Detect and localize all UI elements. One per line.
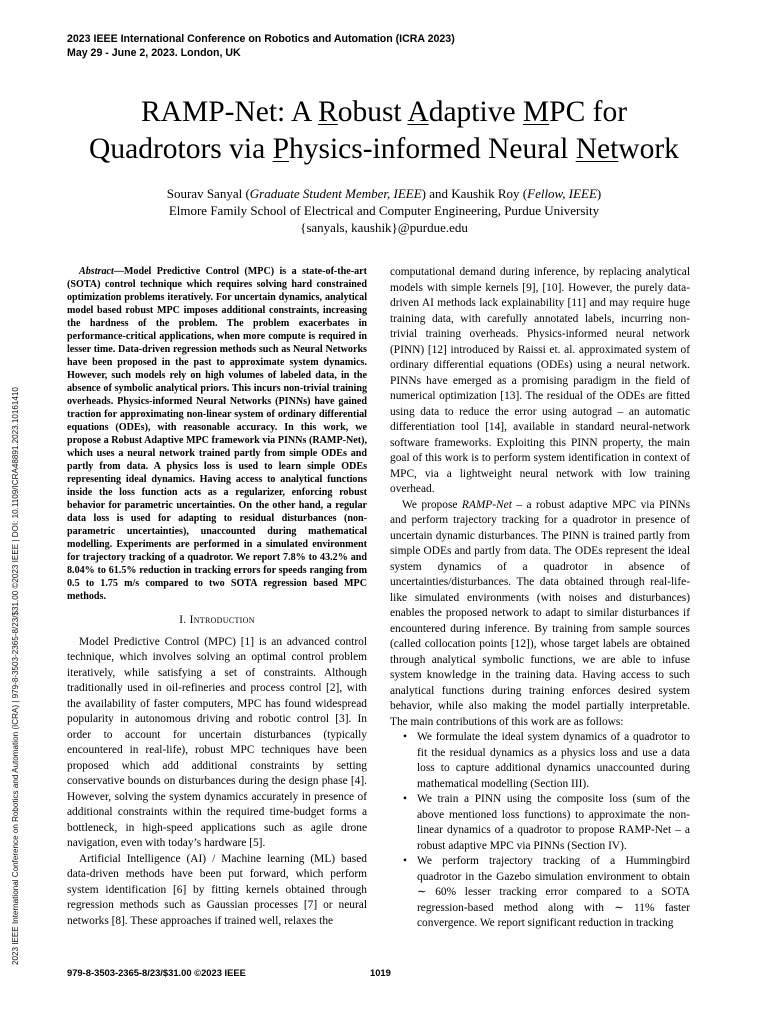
intro-paragraph-2: Artificial Intelligence (AI) / Machine learning (ML) based data-driven methods have been put forward, which perform system identification [6] by fitting kernels obtained through regression methods such as Gaussian processes [7] or neural networks [8]. These approaches if trained well, relaxes the [67,852,367,927]
page-number: 1019 [370,967,391,978]
author-1: Sourav Sanyal [166,186,243,201]
intro-paragraph-3: We propose RAMP-Net – a robust adaptive MPC via PINNs and perform trajectory tracking for a quadrotor in presence of uncertain dynamic disturbances. The PINN is trained partly from simple ODEs and partly from data. The ODEs represent the ideal system dynamics of a quadrotor in absence of uncertainties/disturbances. The data obtained through real-life-like simulated environments (with noises and disturbances) enables the proposed network to adapt to similar disturbances if encountered during inference. By training from sample sources (called collocation points [12]), whose target labels are obtained through analytical symbolic functions, we are able to infuse system knowledge in the training data. Having access to such analytical functions during training enforces desired system behavior, while also making the model partially interpretable. The main contributions of this work are as follows: [390,498,690,728]
intro-paragraph-2-continued: computational demand during inference, by replacing analytical models with simple kernels [9], [10]. However, the purely data-driven AI methods lack explainability [11] and may require huge training data, with carefully annotated labels, incurring non-trivial training overheads. Physics-informed neural network (PINN) [12] introduced by Raissi et. al. approximated system of ordinary differential equations (ODEs) using a neural network. PINNs have emerged as a promising paradigm in the field of numerical optimization [13]. The residual of the ODEs are fitted using data to reduce the error using autograd – an automatic differentiation tool [14], available in standard neural-network software frameworks. Exploiting this PINN property, the main goal of this work is to perform system identification in context of MPC, via a lightweight neural network with low training overhead. [390,266,690,495]
abstract-text: —Model Predictive Control (MPC) is a state-of-the-art (SOTA) control technique which requires solving hard constrained optimization problems iteratively. For uncertain dynamics, analytical model based robust MPC imposes additional constraints, increasing the hardness of the problem. The problem exacerbates in performance-critical applications, when more compute is required in lesser time. Data-driven regression methods such as Neural Networks have been proposed in the past to approximate system dynamics. However, such models rely on high volumes of labeled data, in the absence of symbolic analytical priors. This incurs non-trivial training overheads. Physics-informed Neural Networks (PINNs) have gained traction for approximating non-linear system of ordinary differential equations (ODEs), with reasonable accuracy. In this work, we propose a Robust Adaptive MPC framework via PINNs (RAMP-Net), which uses a neural network trained partly from simple ODEs and partly from data. A physics loss is used to learn simple ODEs representing ideal dynamics. Having access to analytical functions inside the loss function acts as a regularizer, enforcing robust behavior for parametric uncertainties. On the other hand, a regular data loss is used for adapting to residual disturbances (non-parametric uncertainties), unaccounted during mathematical modelling. Experiments are performed in a simulated environment for trajectory tracking of a quadrotor. We report 7.8% to 43.2% and 8.04% to 61.5% reduction in tracking errors for speeds ranging from 0.5 to 1.75 m/s compared to two SOTA regression based MPC methods. [67,266,367,602]
side-banner: 2023 IEEE International Conference on Robotics and Automation (ICRA) | 979-8-3503-2365-8/23/$31.00 ©2023 IEEE | DOI: 10.1109/ICRA48891.2023.10161410 [11,387,20,965]
bullet-icon: • [403,793,407,805]
author-email: {sanyals, kaushik}@purdue.edu [300,220,468,235]
author-2-role: Fellow, IEEE [527,186,597,201]
conference-header [67,33,455,60]
list-item: • We perform trajectory tracking of a Hummingbird quadrotor in the Gazebo simulation environment to obtain ∼ 60% lesser tracking error compared to a SOTA regression-based method along with ∼ 11% faster convergence. We report significant reduction in tracking [403,855,690,929]
author-1-role: Graduate Student Member, IEEE [249,186,422,201]
conference-dates: May 29 - June 2, 2023. London, UK [67,46,241,59]
title-line-1: RAMP-Net: A Robust Adaptive MPC for [140,96,628,128]
author-2: Kaushik Roy [451,186,520,201]
intro-paragraph-1: Model Predictive Control (MPC) [1] is an advanced control technique, which involves solving an optimal control problem iteratively, while satisfying a set of constraints. Although traditionally used in oil-refineries and process control [2], with the availability of faster computers, MPC has found widespread popularity in autonomous driving and robotic control [3]. In order to account for uncertain disturbances (typically encountered in real-life), robust MPC techniques have been proposed which add additional constraints by setting conservative bounds on disturbances during the design phase [4]. However, solving the system dynamics accurately in presence of additional constraints within the required time-budget forms a bottleneck, in high-speed applications such as agile drone navigation, even with today’s hardware [5]. [67,635,367,849]
right-column [390,265,690,932]
affiliation: Elmore Family School of Electrical and Computer Engineering, Purdue University [168,203,600,218]
footer-isbn: 979-8-3503-2365-8/23/$31.00 ©2023 IEEE [67,967,246,978]
conference-name: 2023 IEEE International Conference on Robotics and Automation (ICRA 2023) [67,33,455,45]
author-block [0,186,768,236]
bullet-icon: • [403,855,407,867]
method-name: RAMP-Net [461,498,512,511]
abstract [67,265,367,603]
left-column [67,265,367,929]
list-item: • We formulate the ideal system dynamics of a quadrotor to fit the residual dynamics as a physics loss and use a data loss to capture additional dynamics unaccounted during mathematical modelling (Section III). [403,731,690,790]
section-title: Introduction [189,614,255,626]
list-item: • We train a PINN using the composite loss (sum of the above mentioned loss functions) to approximate the non-linear dynamics of a quadrotor to propose RAMP-Net – a robust adaptive MPC via PINNs (Section IV). [403,793,690,852]
abstract-label: Abstract [79,266,114,277]
bullet-icon: • [403,731,407,743]
paper-title [0,94,768,168]
author-line: Sourav Sanyal (Graduate Student Member, IEEE) and Kaushik Roy (Fellow, IEEE) [166,186,602,201]
contribution-list [390,730,690,932]
section-heading: I. Introduction [179,614,255,626]
title-line-2: Quadrotors via Physics-informed Neural Network [89,133,679,165]
